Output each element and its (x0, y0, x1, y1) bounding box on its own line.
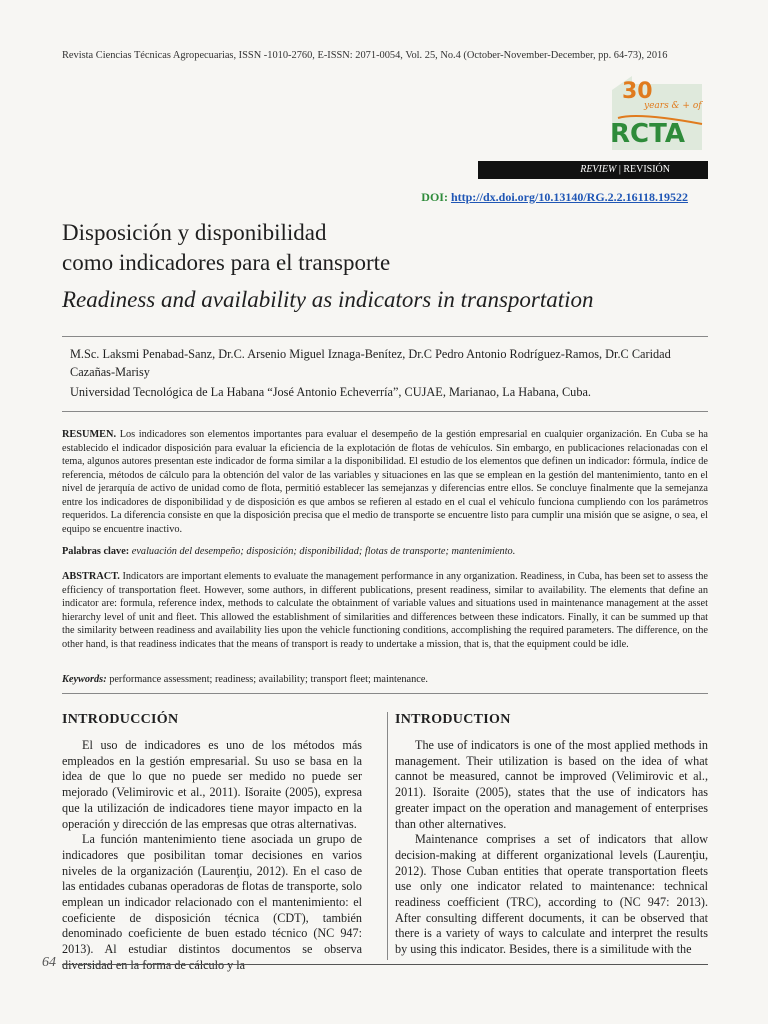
doi-link[interactable]: http://dx.doi.org/10.13140/RG.2.2.16118.19522 (450, 190, 688, 204)
abstract-text: Indicators are important elements to evaluate the management performance in any organization. Readiness, in Cuba, has been set to assess the efficiency of transportation fleet. However, some authors, in different publications, present readiness, similar to availability. The elements that define an indicator are: formula, reference index, methods to calculate the obtainment of variable values and situations used in maintenance management at the asset hierarchy level of unit and fleet. This allowed the establishment of similarities and differences between these indicators. Finally, it can be summed up that the similarity between readiness and availability lies upon the vehicle functioning conditions, accomplishing the required parameters. The difference, on the other hand, is that readiness indicates that the means of transport is ready to undertake a mission, that is, that the equipment could be idle. (62, 571, 708, 650)
intro-en-heading: INTRODUCTION (395, 712, 511, 727)
title-english: Readiness and availability as indicators in transportation (62, 287, 594, 312)
intro-en-paragraph-1: The use of indicators is one of the most applied methods in management. Their utilization is based on the idea of what cannot be measured, cannot be improved (Velimirovic et al., 2011). Išoraite (2005), states that the use of indicators has greater impact on the operation and management of enterprises than other alternatives. (395, 738, 708, 831)
intro-es-paragraph-2: La función mantenimiento tiene asociada un grupo de indicadores que posibilitan tomar decisiones en varios niveles de la organización (Laurenţiu, 2012). En el caso de las entidades cubanas operadoras de flotas de transporte, solo emplean un indicador relacionado con el mantenimiento: el coeficiente de disposición técnica (CDT), también denominado coeficiente de buen estado técnico (NC 947: 2013). Al estudiar distintos documentos se observa (62, 832, 362, 957)
introduction-english (395, 712, 708, 958)
logo-acronym: RCTA (610, 119, 685, 149)
journal-citation: Revista Ciencias Técnicas Agropecuarias, ISSN -1010-2760, E-ISSN: 2071-0054, Vol. 25, No.4 (October-November-December, pp. 64-73), 2016 (62, 50, 668, 61)
author-block (62, 336, 708, 412)
keywords-es-label: Palabras clave: (62, 546, 130, 557)
resumen-label: RESUMEN. (62, 429, 117, 440)
badge-revision: REVISIÓN (623, 164, 670, 175)
keywords-spanish (62, 546, 515, 557)
doi-label: DOI: (421, 190, 451, 204)
keywords-en-text: performance assessment; readiness; availability; transport fleet; maintenance. (106, 674, 428, 685)
author-affiliation: Universidad Tecnológica de La Habana “José Antonio Echeverría”, CUJAE, Marianao, La Habana, Cuba. (70, 385, 592, 399)
intro-es-paragraph-1: El uso de indicadores es uno de los métodos más empleados en la gestión empresarial. Su uso se basa en la idea de que lo que no puede ser medido no puede ser mejorado (Velimirovic et al., 2011). Išoraite (2005), expresa que la utilización de indicadores tiene mayor impacto en la operación y dirección de las empresas que otras alternativas. (62, 738, 362, 831)
title-es-line-1: Disposición y disponibilidad (62, 220, 327, 245)
resumen-text: Los indicadores son elementos importantes para evaluar el desempeño de la gestión empresarial en cualquier organización. En Cuba se ha establecido el indicador disposición para evaluar la eficiencia de la explotación de flotas de vehículos. Sin embargo, en publicaciones relacionadas con el tema, algunos autores presentan este indicador de forma similar a la disponibilidad. El estudio de los elementos que definen un indicador: fórmula, índice de referencia, métodos de cálculo para la obtención del valor de las variables y situaciones en las que se emplean en la gestión del mantenimiento, tanto en el nivel de jerarquía de activo de unidad como de flota, permitió establecer las semejanzas y diferencias entre ellos. Se concluye finalmente que la semejanza entre los indicadores de disponibilidad y de disposición es que ambos se refieren al estado en el cual el vehículo funciona cumpliendo con los parámetros requeridos. La diferencia consiste en que la disposición precisa que el medio de transporte se encuentre listo para cumplir una misión que se asigne, o sea, el equipo se encuentre inactivo. (62, 429, 708, 535)
rcta-logo (598, 72, 708, 152)
abstract-label: ABSTRACT. (62, 571, 120, 582)
doi-line (421, 190, 688, 205)
resumen-paragraph (62, 428, 708, 536)
section-divider (62, 693, 708, 694)
badge-review: REVIEW (580, 164, 617, 175)
author-names: M.Sc. Laksmi Penabad-Sanz, Dr.C. Arsenio Miguel Iznaga-Benítez, Dr.C Pedro Antonio Rodríguez-Ramos, Dr.C Caridad Cazañas-Marisy (70, 347, 671, 379)
title-es-line-2: como indicadores para el transporte (62, 250, 391, 275)
keywords-es-text: evaluación del desempeño; disposición; disponibilidad; flotas de transporte; mantenimiento. (129, 546, 516, 557)
footer-rule (62, 964, 708, 965)
logo-tagline: years & + of (644, 101, 702, 111)
keywords-en-label: Keywords: (62, 674, 107, 685)
page-number: 64 (42, 955, 56, 970)
intro-en-paragraph-2: Maintenance comprises a set of indicators that allow decision-making at different organizational levels (Laurenţiu, 2012). Those Cuban entities that operate transportation fleets use only one indicator related to maintenance: technical readiness coefficient (TRC), according to (NC 947: 2013). After consulting different documents, it can be observed that there is a variety of ways to calculate and interpret the results by using this indicator. Besides, there is a similitude with the (395, 832, 708, 957)
introduction-spanish (62, 712, 362, 974)
article-type-badge (478, 161, 708, 179)
abstract-paragraph (62, 570, 708, 651)
column-divider (387, 712, 388, 960)
keywords-english (62, 674, 428, 685)
title-spanish (62, 218, 390, 278)
badge-separator: | (616, 164, 624, 175)
intro-es-heading: INTRODUCCIÓN (62, 712, 179, 727)
logo-number: 30 (622, 79, 653, 104)
